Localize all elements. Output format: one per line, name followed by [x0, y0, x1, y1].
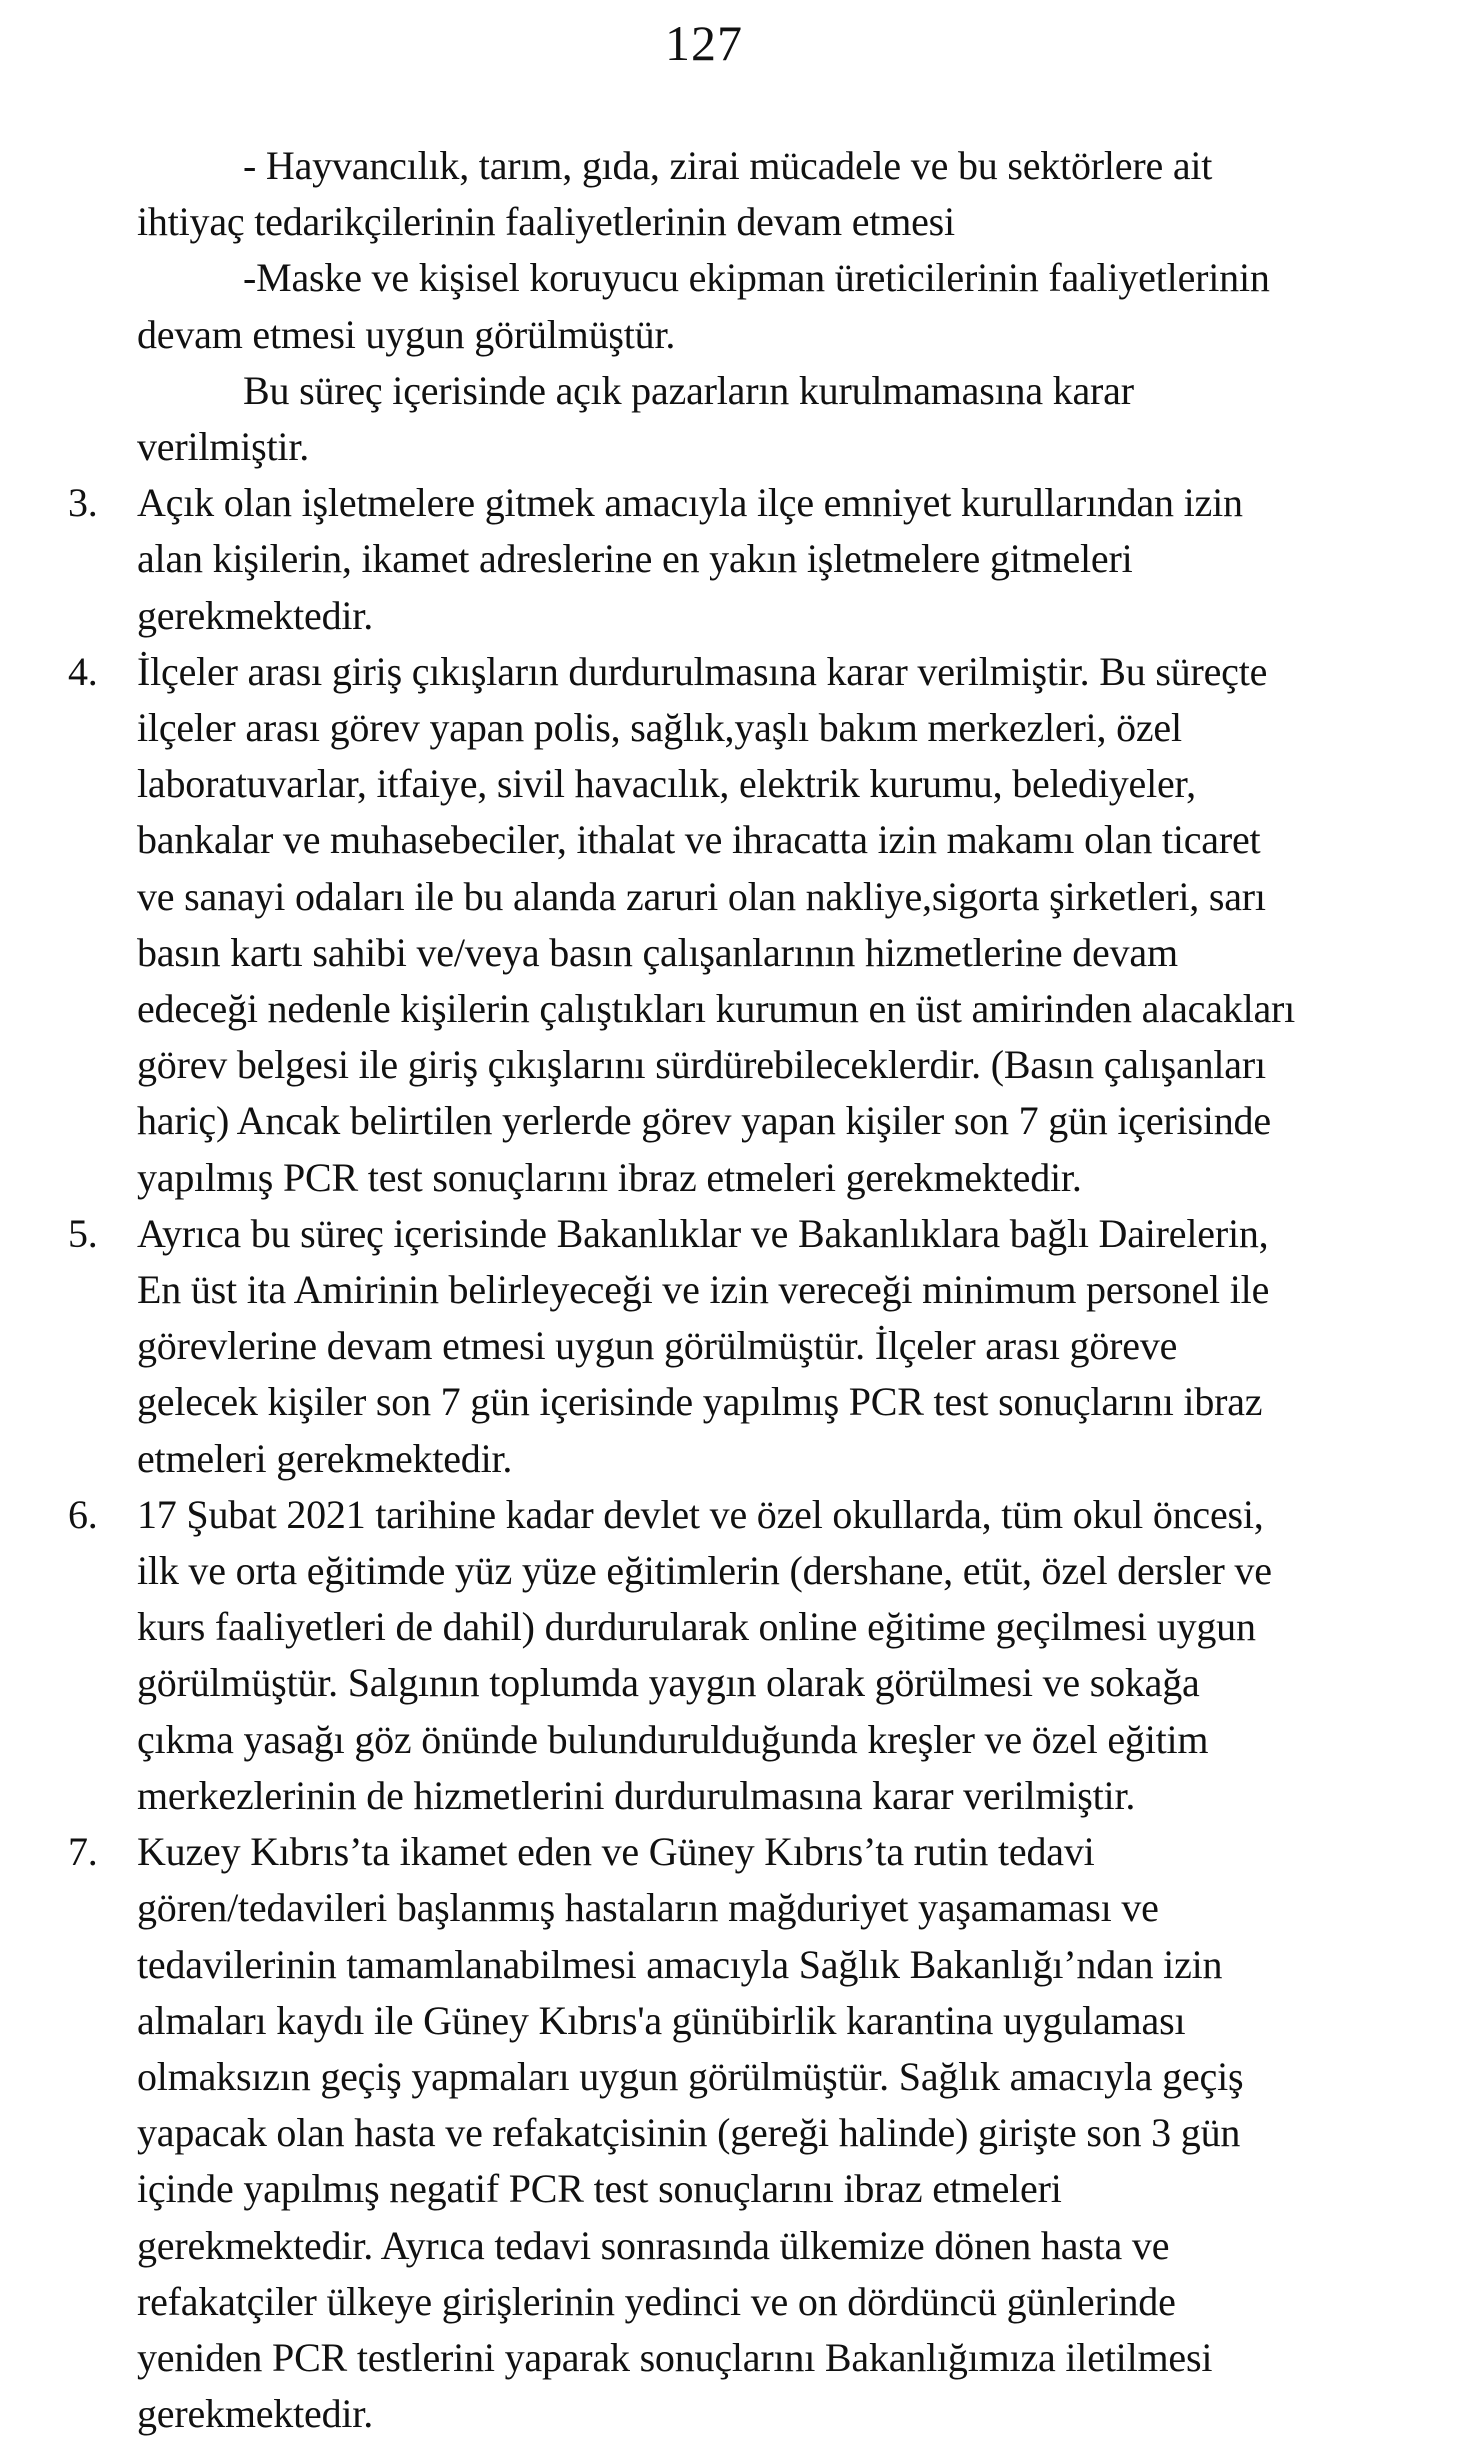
- text-line: [137, 1262, 1438, 1318]
- text-line-content: gelecek kişiler son 7 gün içerisinde yapılmış PCR test sonuçlarını ibraz: [137, 1379, 1263, 1425]
- text-line: [137, 812, 1438, 868]
- text-line: [137, 1150, 1438, 1206]
- text-line-content: gören/tedavileri başlanmış hastaların mağduriyet yaşamaması ve: [137, 1885, 1159, 1931]
- paragraph: [137, 250, 1438, 362]
- text-line-content: edeceği nedenle kişilerin çalıştıkları kurumun en üst amirinden alacakları: [137, 986, 1296, 1032]
- text-line-content: -Maske ve kişisel koruyucu ekipman üreticilerinin faaliyetlerinin: [243, 255, 1270, 301]
- text-line: [137, 2105, 1438, 2161]
- text-line-content: verilmiştir.: [137, 424, 310, 470]
- text-line-content: görev belgesi ile giriş çıkışlarını sürdürebileceklerdir. (Basın çalışanları: [137, 1042, 1266, 1088]
- numbered-item: [68, 1206, 1438, 1487]
- text-line: [137, 138, 1438, 194]
- text-line-content: ilk ve orta eğitimde yüz yüze eğitimlerin (dershane, etüt, özel dersler ve: [137, 1548, 1272, 1594]
- text-line-content: yapacak olan hasta ve refakatçisinin (gereği halinde) girişte son 3 gün: [137, 2110, 1241, 2156]
- text-line-content: ihtiyaç tedarikçilerinin faaliyetlerinin devam etmesi: [137, 199, 955, 245]
- text-line: [68, 475, 1438, 531]
- text-line: [137, 1993, 1438, 2049]
- text-line: [68, 644, 1438, 700]
- text-line: [137, 194, 1438, 250]
- list-item-number: 7.: [68, 1829, 98, 1875]
- text-line-content: laboratuvarlar, itfaiye, sivil havacılık, elektrik kurumu, belediyeler,: [137, 761, 1196, 807]
- text-line-content: ve sanayi odaları ile bu alanda zaruri olan nakliye,sigorta şirketleri, sarı: [137, 873, 1266, 919]
- text-line: [137, 756, 1438, 812]
- page-number: 127: [665, 15, 743, 71]
- text-line-content: tedavilerinin tamamlanabilmesi amacıyla Sağlık Bakanlığı’ndan izin: [137, 1941, 1223, 1987]
- text-line-content: alan kişilerin, ikamet adreslerine en yakın işletmelere gitmeleri: [137, 536, 1133, 582]
- text-line: [137, 1543, 1438, 1599]
- text-line: [137, 1374, 1438, 1430]
- text-line: [137, 981, 1438, 1037]
- numbered-item: [68, 1487, 1438, 1824]
- list-item-number: 5.: [68, 1210, 98, 1256]
- text-line: [137, 2049, 1438, 2105]
- text-line-content: 17 Şubat 2021 tarihine kadar devlet ve özel okullarda, tüm okul öncesi,: [137, 1491, 1264, 1537]
- text-line-content: kurs faaliyetleri de dahil) durdurularak online eğitime geçilmesi uygun: [137, 1604, 1256, 1650]
- text-line-content: Kuzey Kıbrıs’ta ikamet eden ve Güney Kıbrıs’ta rutin tedavi: [137, 1829, 1095, 1875]
- text-line-content: Bu süreç içerisinde açık pazarların kurulmamasına karar: [243, 367, 1134, 413]
- text-line: [68, 1206, 1438, 1262]
- list-item-number: 6.: [68, 1491, 98, 1537]
- text-line: [137, 419, 1438, 475]
- text-line-content: Ayrıca bu süreç içerisinde Bakanlıklar ve Bakanlıklara bağlı Dairelerin,: [137, 1210, 1269, 1256]
- numbered-item: [68, 644, 1438, 1206]
- text-line-content: merkezlerinin de hizmetlerini durdurulmasına karar verilmiştir.: [137, 1772, 1136, 1818]
- text-line: [137, 1712, 1438, 1768]
- text-line: [137, 1880, 1438, 1936]
- text-line: [137, 531, 1438, 587]
- text-line-content: gerekmektedir.: [137, 592, 373, 638]
- text-line-content: bankalar ve muhasebeciler, ithalat ve ihracatta izin makamı olan ticaret: [137, 817, 1261, 863]
- text-line: [137, 250, 1438, 306]
- text-line: [137, 2274, 1438, 2330]
- text-line: [137, 869, 1438, 925]
- text-line: [137, 1768, 1438, 1824]
- numbered-item: [68, 1824, 1438, 2442]
- text-line-content: İlçeler arası giriş çıkışların durdurulmasına karar verilmiştir. Bu süreçte: [137, 648, 1268, 694]
- text-line: [137, 363, 1438, 419]
- text-line: [137, 1037, 1438, 1093]
- text-line-content: Açık olan işletmelere gitmek amacıyla ilçe emniyet kurullarından izin: [137, 480, 1243, 526]
- text-line-content: yapılmış PCR test sonuçlarını ibraz etmeleri gerekmektedir.: [137, 1154, 1082, 1200]
- text-line-content: etmeleri gerekmektedir.: [137, 1435, 513, 1481]
- text-line: [68, 1824, 1438, 1880]
- text-line: [137, 1318, 1438, 1374]
- text-line-content: çıkma yasağı göz önünde bulundurulduğunda kreşler ve özel eğitim: [137, 1716, 1209, 1762]
- text-line-content: almaları kaydı ile Güney Kıbrıs'a günübirlik karantina uygulaması: [137, 1997, 1186, 2043]
- text-line-content: refakatçiler ülkeye girişlerinin yedinci ve on dördüncü günlerinde: [137, 2278, 1176, 2324]
- text-line-content: içinde yapılmış negatif PCR test sonuçlarını ibraz etmeleri: [137, 2166, 1062, 2212]
- text-line: [137, 1093, 1438, 1149]
- text-line: [137, 2218, 1438, 2274]
- paragraph: [137, 138, 1438, 250]
- text-line-content: görevlerine devam etmesi uygun görülmüştür. İlçeler arası göreve: [137, 1323, 1178, 1369]
- text-line-content: En üst ita Amirinin belirleyeceği ve izin vereceği minimum personel ile: [137, 1267, 1270, 1313]
- list-item-number: 4.: [68, 648, 98, 694]
- text-line-content: görülmüştür. Salgının toplumda yaygın olarak görülmesi ve sokağa: [137, 1660, 1200, 1706]
- text-line: [137, 1937, 1438, 1993]
- text-line-content: devam etmesi uygun görülmüştür.: [137, 311, 676, 357]
- text-line-content: ilçeler arası görev yapan polis, sağlık,yaşlı bakım merkezleri, özel: [137, 705, 1182, 751]
- paragraph: [137, 363, 1438, 475]
- text-line: [137, 307, 1438, 363]
- list-item-number: 3.: [68, 480, 98, 526]
- text-line: [137, 1599, 1438, 1655]
- text-line: [68, 1487, 1438, 1543]
- numbered-item: [68, 475, 1438, 644]
- text-line: [137, 1655, 1438, 1711]
- text-line-content: yeniden PCR testlerini yaparak sonuçlarını Bakanlığımıza iletilmesi: [137, 2334, 1213, 2380]
- text-line-content: gerekmektedir.: [137, 2391, 373, 2437]
- text-line-content: gerekmektedir. Ayrıca tedavi sonrasında ülkemize dönen hasta ve: [137, 2222, 1170, 2268]
- text-line-content: basın kartı sahibi ve/veya basın çalışanlarının hizmetlerine devam: [137, 929, 1178, 975]
- text-line: [137, 1431, 1438, 1487]
- text-line: [137, 2386, 1438, 2442]
- text-line: [137, 2330, 1438, 2386]
- text-line: [137, 2161, 1438, 2217]
- text-line: [137, 925, 1438, 981]
- text-blocks: [0, 138, 1476, 2442]
- text-line-content: - Hayvancılık, tarım, gıda, zirai mücadele ve bu sektörlere ait: [243, 143, 1213, 188]
- text-line: [137, 700, 1438, 756]
- text-line-content: hariç) Ancak belirtilen yerlerde görev yapan kişiler son 7 gün içerisinde: [137, 1098, 1271, 1144]
- text-line-content: olmaksızın geçiş yapmaları uygun görülmüştür. Sağlık amacıyla geçiş: [137, 2053, 1244, 2099]
- text-line: [137, 588, 1438, 644]
